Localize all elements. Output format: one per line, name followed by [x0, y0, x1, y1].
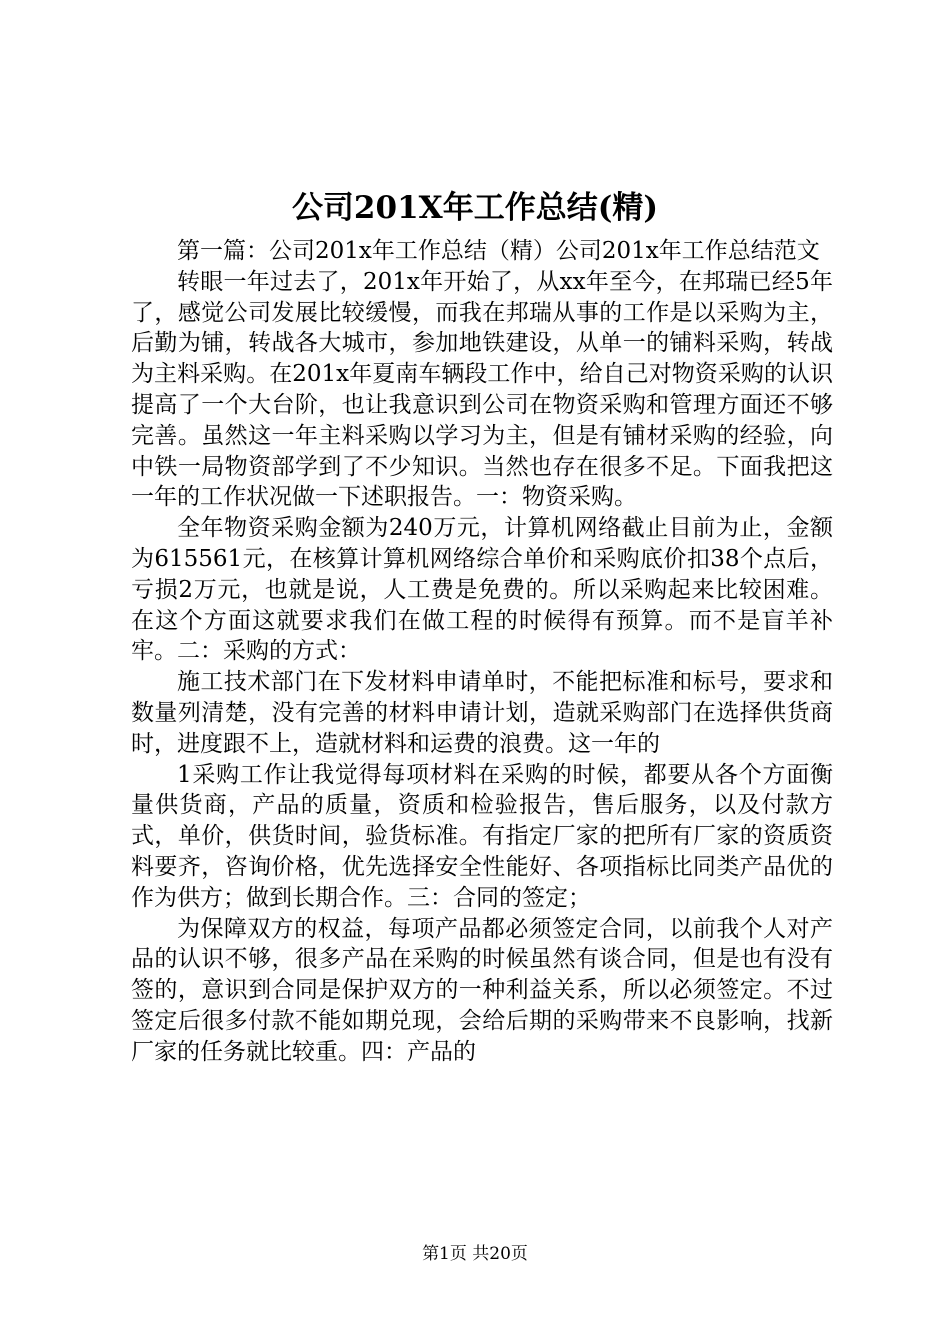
page-number-footer: 第1页 共20页 — [422, 1244, 528, 1264]
paragraph-2: 转眼一年过去了，201x年开始了，从xx年至今，在邦瑞已经5年了，感觉公司发展比较缓慢，而我在邦瑞从事的工作是以采购为主，后勤为铺，转战各大城市，参加地铁建设，从单一的铺料采购，转战为主料采购。在201x年夏南车辆段工作中，给自己对物资采购的认识提高了一个大台阶，也让我意识到公司在物资采购和管理方面还不够完善。虽然这一年主料采购以学习为主，但是有铺材采购的经验，向中铁一局物资部学到了不少知识。当然也存在很多不足。下面我把这一年的工作状况做一下述职报告。一：物资采购。 — [131, 268, 833, 511]
paragraph-4: 施工技术部门在下发材料申请单时，不能把标准和标号，要求和数量列清楚，没有完善的材料申请计划，造就采购部门在选择供货商时，进度跟不上，造就材料和运费的浪费。这一年的 — [131, 669, 833, 757]
document-body — [131, 236, 833, 1068]
paragraph-5: 1采购工作让我觉得每项材料在采购的时候，都要从各个方面衡量供货商，产品的质量，资质和检验报告，售后服务，以及付款方式，单价，供货时间，验货标准。有指定厂家的把所有厂家的资质资料要齐，咨询价格，优先选择安全性能好、各项指标比同类产品优的作为供方；做到长期合作。三：合同的签定； — [131, 761, 833, 911]
paragraph-1: 第一篇：公司201x年工作总结（精）公司201x年工作总结范文 — [177, 238, 820, 264]
paragraph-3: 全年物资采购金额为240万元，计算机网络截止目前为止，金额为615561元，在核算计算机网络综合单价和采购底价扣38个点后，亏损2万元，也就是说，人工费是免费的。所以采购起来比较困难。在这个方面这就要求我们在做工程的时候得有预算。而不是盲羊补牢。二：采购的方式： — [131, 515, 833, 665]
document-title: 公司201X年工作总结(精) — [291, 190, 659, 226]
paragraph-6: 为保障双方的权益，每项产品都必须签定合同，以前我个人对产品的认识不够，很多产品在采购的时候虽然有谈合同，但是也有没有签的，意识到合同是保护双方的一种利益关系，所以必须签定。不过签定后很多付款不能如期兑现，会给后期的采购带来不良影响，找新厂家的任务就比较重。四：产品的 — [131, 915, 833, 1065]
